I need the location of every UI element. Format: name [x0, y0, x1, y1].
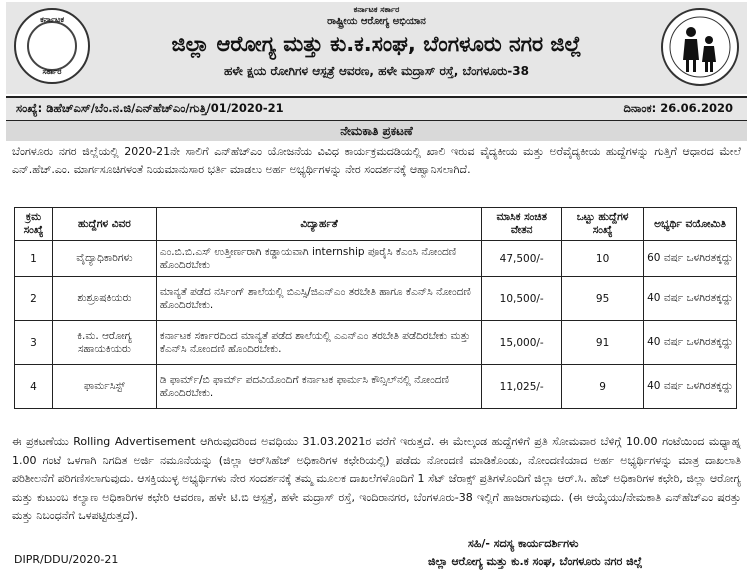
emblem-bottom-text: ಸರ್ಕಾರ [42, 67, 62, 76]
cell-post: ಶುಶ್ರೂಷಕಿಯರು [52, 277, 156, 321]
cell-age: 40 ವರ್ಷ ಒಳಗಿರತಕ್ಕದ್ದು [644, 321, 737, 365]
intro-paragraph: ಬೆಂಗಳೂರು ನಗರ ಜಿಲ್ಲೆಯಲ್ಲಿ 2020-21ನೇ ಸಾಲಿಗೆ ಎನ್‌ಹೆಚ್‌ಎಂ ಯೋಜನೆಯ ವಿವಿಧ ಕಾರ್ಯಕ್ರಮದಡಿಯಲ್ಲಿ ಖಾಲಿ ಇರುವ ವೈದ್ಯಕೀಯ ಮತ್ತು ಅರೆವೈದ್ಯಕೀಯ ಹುದ್ದೆಗಳನ್ನು ಗುತ್ತಿಗೆ ಆಧಾರದ ಮೇಲೆ ಎನ್.ಹೆಚ್.ಎಂ. ಮಾರ್ಗಸೂಚಿಗಳಂತೆ ನಿಯಮಾನುಸಾರ ಭರ್ತಿ ಮಾಡಲು ಅರ್ಹ ಅಭ್ಯರ್ಥಿಗಳನ್ನು ನೇರ ಸಂದರ್ಶನಕ್ಕೆ ಆಹ್ವಾನಿಸಲಾಗಿದೆ. [12, 145, 741, 176]
col-header-qualification: ವಿದ್ಯಾರ್ಹತೆ [156, 208, 481, 241]
reference-number: ಸಂಖ್ಯೆ: ಡಿಹೆಚ್‌ಎಸ್/ಬೆಂ.ನ.ಜಿ/ಎನ್‌ಹೆಚ್‌ಎಂ/ಗುತ್ತಿ/01/2020-21 [16, 101, 284, 115]
reference-date: ದಿನಾಂಕ: 26.06.2020 [623, 101, 733, 115]
header-title: ಜಿಲ್ಲಾ ಆರೋಗ್ಯ ಮತ್ತು ಕು.ಕ.ಸಂಘ, ಬೆಂಗಳೂರು ನಗರ ಜಿಲ್ಲೆ [171, 32, 582, 56]
header [6, 2, 747, 94]
table-header-row [15, 208, 737, 241]
posts-table [14, 207, 737, 409]
col-header-count: ಒಟ್ಟು ಹುದ್ದೆಗಳ ಸಂಖ್ಯೆ [562, 208, 644, 241]
cell-post: ವೈದ್ಯಾಧಿಕಾರಿಗಳು [52, 241, 156, 277]
table-row [15, 321, 737, 365]
cell-qualification: ಡಿ ಫಾರ್ಮ್/ಬಿ ಫಾರ್ಮ್ ಪದವಿಯೊಂದಿಗೆ ಕರ್ನಾಟಕ ಫಾರ್ಮಸಿ ಕೌನ್ಸಿಲ್‌ನಲ್ಲಿ ನೋಂದಣಿ ಹೊಂದಿರಬೇಕು. [156, 365, 481, 409]
cell-post: ಫಾರ್ಮಸಿಸ್ಟ್ [52, 365, 156, 409]
cell-count: 91 [562, 321, 644, 365]
signature-line2: ಜಿಲ್ಲಾ ಆರೋಗ್ಯ ಮತ್ತು ಕು.ಕ ಸಂಘ, ಬೆಂಗಳೂರು ನಗರ ಜಿಲ್ಲೆ [428, 555, 643, 568]
cell-pay: 15,000/- [482, 321, 562, 365]
col-header-age: ಅಭ್ಯರ್ಥಿ ವಯೋಮಿತಿ [644, 208, 737, 241]
cell-age: 40 ವರ್ಷ ಒಳಗಿರತಕ್ಕದ್ದು [644, 277, 737, 321]
cell-post: ಕಿ.ಮ. ಆರೋಗ್ಯ ಸಹಾಯಕಿಯರು [52, 321, 156, 365]
table-row [15, 365, 737, 409]
cell-age: 40 ವರ್ಷ ಒಳಗಿರತಕ್ಕದ್ದು [644, 365, 737, 409]
notice-title: ನೇಮಕಾತಿ ಪ್ರಕಟಣೆ [6, 121, 747, 141]
cell-qualification: ಕರ್ನಾಟಕ ಸರ್ಕಾರದಿಂದ ಮಾನ್ಯತೆ ಪಡೆದ ಶಾಲೆಯಲ್ಲಿ ಎಎನ್‌ಎಂ ತರಬೇತಿ ಪಡೆದಿರಬೇಕು ಮತ್ತು ಕೆಎನ್‌ಸಿ ನೋಂದಣಿ ಹೊಂದಿರಬೇಕು. [156, 321, 481, 365]
cell-qualification: ಎಂ.ಬಿ.ಬಿ.ಎಸ್ ಉತ್ತೀರ್ಣರಾಗಿ ಕಡ್ಡಾಯವಾಗಿ internship ಪೂರೈಸಿ ಕೆಎಂಸಿ ನೋಂದಣಿ ಹೊಂದಿರಬೇಕು [156, 241, 481, 277]
emblem-top-text: ಕರ್ನಾಟಕ [40, 15, 64, 24]
header-line2: ರಾಷ್ಟ್ರೀಯ ಆರೋಗ್ಯ ಅಭಿಯಾನ [327, 16, 426, 27]
cell-serial: 3 [15, 321, 53, 365]
nhm-logo-icon [661, 8, 739, 86]
cell-serial: 1 [15, 241, 53, 277]
cell-serial: 4 [15, 365, 53, 409]
footer-paragraph: ಈ ಪ್ರಕಟಣೆಯು Rolling Advertisement ಆಗಿರುವುದರಿಂದ ಅವಧಿಯು 31.03.2021ರ ವರೆಗೆ ಇರುತ್ತದೆ. ಈ ಮೇಲ್ಕಂಡ ಹುದ್ದೆಗಳಿಗೆ ಪ್ರತಿ ಸೋಮವಾರ ಬೆಳಿಗ್ಗೆ 10.00 ಗಂಟೆಯಿಂದ ಮಧ್ಯಾಹ್ನ 1.00 ಗಂಟೆ ಒಳಗಾಗಿ ನಿಗದಿತ ಅರ್ಜಿ ನಮೂನೆಯನ್ನು (ಜಿಲ್ಲಾ ಆರ್‌ಸಿಹೆಚ್ ಅಧಿಕಾರಿಗಳ ಕಛೇರಿಯಲ್ಲಿ) ಪಡೆದು ನೋಂದಣಿ ಮಾಡಿಕೊಂಡು, ನೋಂದಣಿಯಾದ ಅರ್ಹ ಅಭ್ಯರ್ಥಿಗಳನ್ನು ಮಾತ್ರ ದಾಖಲಾತಿ ಪರಿಶೀಲನೆಗೆ ಪರಿಗಣಿಸಲಾಗುವುದು. ಆಸಕ್ತಿಯುಳ್ಳ ಅಭ್ಯರ್ಥಿಗಳು ನೇರ ಸಂದರ್ಶನಕ್ಕೆ ತಮ್ಮ ಮೂಲಕ ದಾಖಲೆಗಳೊಂದಿಗೆ 1 ಸೆಟ್ ಜೆರಾಕ್ಸ್ ಪ್ರತಿಗಳೊಂದಿಗೆ ಜಿಲ್ಲಾ ಆರ್.ಸಿ. ಹೆಚ್ ಅಧಿಕಾರಿಗಳ ಕಛೇರಿ, ಜಿಲ್ಲಾ ಆರೋಗ್ಯ ಮತ್ತು ಕುಟುಂಬ ಕಲ್ಯಾಣ ಅಧಿಕಾರಿಗಳ ಕಛೇರಿ ಆವರಣ, ಹಳೇ ಟಿ.ಬಿ ಆಸ್ಪತ್ರೆ, ಹಳೇ ಮದ್ರಾಸ್ ರಸ್ತೆ, ಇಂದಿರಾನಗರ, ಬೆಂಗಳೂರು-38 ಇಲ್ಲಿಗೆ ಹಾಜರಾಗುವುದು. (ಈ ಆಯ್ಕೆಯು/ನೇಮಕಾತಿ ಎನ್‌ಹೆಚ್‌ಎಂ ಷರತ್ತು ಮತ್ತು ನಿಬಂಧನೆಗೆ ಒಳಪಟ್ಟಿರುತ್ತದೆ). [12, 435, 741, 522]
cell-count: 10 [562, 241, 644, 277]
cell-pay: 10,500/- [482, 277, 562, 321]
header-line1: ಕರ್ನಾಟಕ ಸರ್ಕಾರ [353, 5, 400, 14]
cell-pay: 11,025/- [482, 365, 562, 409]
col-header-post: ಹುದ್ದೆಗಳ ವಿವರ [52, 208, 156, 241]
signature-line1: ಸಹಿ/- ಸದಸ್ಯ ಕಾರ್ಯದರ್ಶಿಗಳು [468, 537, 579, 550]
cell-age: 60 ವರ್ಷ ಒಳಗಿರತಕ್ಕದ್ದು [644, 241, 737, 277]
cell-count: 95 [562, 277, 644, 321]
cell-serial: 2 [15, 277, 53, 321]
cell-qualification: ಮಾನ್ಯತೆ ಪಡೆದ ನರ್ಸಿಂಗ್ ಶಾಲೆಯಲ್ಲಿ ಬಿಎಸ್ಸಿ/ಜಿಎನ್‌ಎಂ ತರಬೇತಿ ಹಾಗೂ ಕೆಎನ್‌ಸಿ ನೋಂದಣಿ ಹೊಂದಿರಬೇಕು. [156, 277, 481, 321]
col-header-pay: ಮಾಸಿಕ ಸಂಚಿತ ವೇತನ [482, 208, 562, 241]
cell-count: 9 [562, 365, 644, 409]
dipr-code: DIPR/DDU/2020-21 [14, 553, 119, 566]
reference-bar [6, 96, 747, 121]
col-header-serial: ಕ್ರಮ ಸಂಖ್ಯೆ [15, 208, 53, 241]
cell-pay: 47,500/- [482, 241, 562, 277]
header-address: ಹಳೇ ಕ್ಷಯ ರೋಗಿಗಳ ಆಸ್ಪತ್ರೆ ಆವರಣ, ಹಳೇ ಮದ್ರಾಸ್ ರಸ್ತೆ, ಬೆಂಗಳೂರು-38 [224, 64, 529, 78]
table-row [15, 277, 737, 321]
table-row [15, 241, 737, 277]
